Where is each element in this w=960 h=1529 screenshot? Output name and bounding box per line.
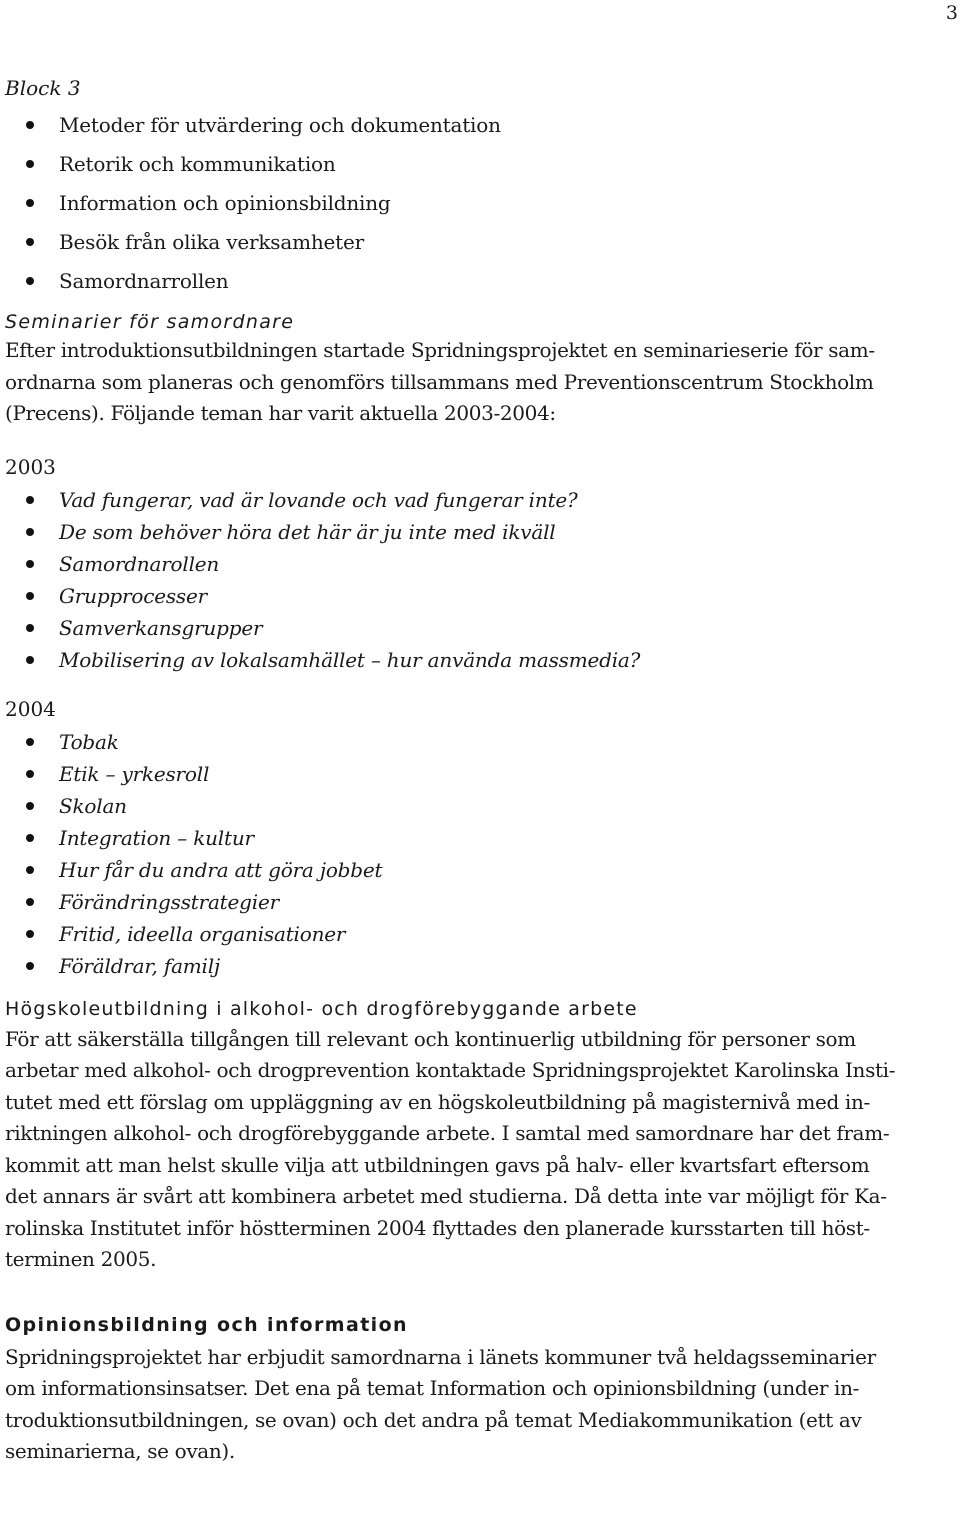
list-item: Besök från olika verksamheter [5, 223, 955, 262]
list-item: Information och opinionsbildning [5, 184, 955, 223]
section-heading-seminars: Seminarier för samordnare [5, 311, 295, 333]
list-item: Metoder för utvärdering och dokumentation [5, 106, 955, 145]
bullet-icon [26, 496, 34, 504]
bullet-icon [26, 528, 34, 536]
bullet-icon [26, 770, 34, 778]
list-item: Samverkansgrupper [5, 612, 955, 644]
year-2004-list [5, 726, 955, 982]
bullet-icon [26, 592, 34, 600]
list-item: Föräldrar, familj [5, 950, 955, 982]
document-body [5, 74, 955, 1468]
list-item: Skolan [5, 790, 955, 822]
seminars-paragraph: Efter introduktionsutbildningen startade Spridningsprojektet en seminarieserie för sam- ordnarna som planeras och genomförs tillsammans med Preventionscentrum Stockholm (Precens). Följande teman har varit aktuella 2003-2004: [5, 338, 875, 425]
section-heading-university: Högskoleutbildning i alkohol- och drogförebyggande arbete [5, 997, 638, 1020]
page-number: 3 [945, 2, 958, 24]
list-item: Vad fungerar, vad är lovande och vad fungerar inte? [5, 484, 955, 516]
year-label-2004: 2004 [5, 696, 56, 721]
bullet-icon [26, 834, 34, 842]
bullet-icon [26, 802, 34, 810]
bullet-icon [26, 962, 34, 970]
list-item: Grupprocesser [5, 580, 955, 612]
bullet-icon [26, 866, 34, 874]
list-item: Integration – kultur [5, 822, 955, 854]
bullet-icon [26, 238, 34, 246]
bullet-icon [26, 624, 34, 632]
list-item: Samordnarollen [5, 548, 955, 580]
bullet-icon [26, 656, 34, 664]
bullet-icon [26, 199, 34, 207]
year-label-2003: 2003 [5, 454, 56, 479]
list-item: Retorik och kommunikation [5, 145, 955, 184]
year-2003-list [5, 484, 955, 676]
bullet-icon [26, 121, 34, 129]
bullet-icon [26, 160, 34, 168]
list-item: Fritid, ideella organisationer [5, 918, 955, 950]
list-item: Etik – yrkesroll [5, 758, 955, 790]
list-item: Tobak [5, 726, 955, 758]
block-list [5, 106, 955, 301]
block-title: Block 3 [5, 76, 81, 100]
list-item: Förändringsstrategier [5, 886, 955, 918]
bullet-icon [26, 898, 34, 906]
section-heading-opinion: Opinionsbildning och information [5, 1313, 408, 1336]
bullet-icon [26, 277, 34, 285]
list-item: Mobilisering av lokalsamhället – hur använda massmedia? [5, 644, 955, 676]
list-item: Samordnarrollen [5, 262, 955, 301]
opinion-paragraph: Spridningsprojektet har erbjudit samordnarna i länets kommuner två heldagsseminarier om informationsinsatser. Det ena på temat Information och opinionsbildning (under in- troduktionsutbildningen, se ovan) och det andra på temat Mediakommunikation (ett av seminarierna, se ovan). [5, 1344, 876, 1463]
bullet-icon [26, 930, 34, 938]
university-paragraph: För att säkerställa tillgången till relevant och kontinuerlig utbildning för personer som arbetar med alkohol- och drogprevention kontaktade Spridningsprojektet Karolinska Insti- tutet med ett förslag om uppläggning av en högskoleutbildning på magisternivå med in- riktningen alkohol- och drogförebyggande arbete. I samtal med samordnare har det fram- kommit att man helst skulle vilja att utbildningen gavs på halv- eller kvartsfart eftersom det annars är svårt att kombinera arbetet med studierna. Då detta inte var möjligt för Ka- rolinska Institutet inför höstterminen 2004 flyttades den planerade kursstarten till höst- terminen 2005. [5, 1026, 896, 1271]
bullet-icon [26, 560, 34, 568]
bullet-icon [26, 738, 34, 746]
list-item: De som behöver höra det här är ju inte med ikväll [5, 516, 955, 548]
list-item: Hur får du andra att göra jobbet [5, 854, 955, 886]
